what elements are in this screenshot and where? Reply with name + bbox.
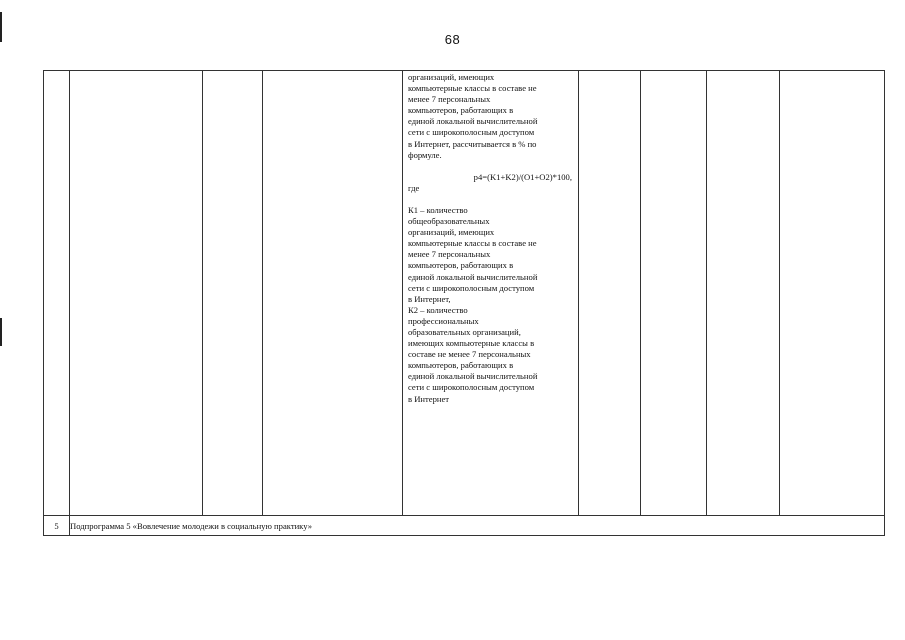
text-line: составе не менее 7 персональных xyxy=(408,349,531,360)
text-line: компьютеров, работающих в xyxy=(408,105,514,116)
subprogram-title: Подпрограмма 5 «Вовлечение молодежи в социальную практику» xyxy=(70,516,885,536)
text-line: единой локальной вычислительной xyxy=(408,116,538,127)
text-line: компьютерные классы в составе не xyxy=(408,83,537,94)
text-line: компьютеров, работающих в xyxy=(408,260,514,271)
text-line: общеобразовательных xyxy=(408,216,490,227)
subprogram-header-row xyxy=(44,516,885,536)
program-indicators-table xyxy=(43,70,885,536)
text-line: имеющих компьютерные классы в xyxy=(408,338,535,349)
cell-calculation-method xyxy=(403,71,579,516)
cell-indicator-name xyxy=(70,71,203,516)
text-line: единой локальной вычислительной xyxy=(408,371,538,382)
calculation-description xyxy=(403,71,578,405)
text-line: организаций, имеющих xyxy=(408,227,495,238)
text-line: профессиональных xyxy=(408,315,479,326)
k1-definition xyxy=(408,205,574,305)
intro-block xyxy=(408,72,574,161)
cell-unit xyxy=(203,71,263,516)
text-line: менее 7 персональных xyxy=(408,94,491,105)
cell-number xyxy=(44,71,70,516)
text-line: в Интернет, рассчитывается в % по xyxy=(408,138,537,149)
text-line: в Интернет, xyxy=(408,293,451,304)
text-line: формуле. xyxy=(408,149,442,160)
indicator-continuation-row xyxy=(44,71,885,516)
text-line: компьютеров, работающих в xyxy=(408,360,514,371)
text-line: К2 – количество xyxy=(408,304,468,315)
formula-where: где xyxy=(408,182,420,193)
text-line: сети с широкополосным доступом xyxy=(408,382,535,393)
cell-basis xyxy=(263,71,403,516)
text-line: сети с широкополосным доступом xyxy=(408,127,535,138)
text-line: компьютерные классы в составе не xyxy=(408,238,537,249)
cell-value-1 xyxy=(579,71,641,516)
text-line: К1 – количество xyxy=(408,204,468,215)
text-line: образовательных организаций, xyxy=(408,326,521,337)
text-line: организаций, имеющих xyxy=(408,72,495,82)
text-line: единой локальной вычислительной xyxy=(408,271,538,282)
scan-edge-mark-middle xyxy=(0,318,2,346)
cell-value-2 xyxy=(641,71,707,516)
text-line: в Интернет xyxy=(408,393,450,404)
cell-value-4 xyxy=(780,71,885,516)
formula: p4=(K1+K2)/(O1+O2)*100, xyxy=(473,171,572,182)
k2-definition xyxy=(408,305,574,405)
section-number: 5 xyxy=(44,516,70,536)
page-number: 68 xyxy=(444,32,461,47)
text-line: менее 7 персональных xyxy=(408,249,491,260)
cell-value-3 xyxy=(707,71,780,516)
spacer xyxy=(408,194,574,205)
text-line: сети с широкополосным доступом xyxy=(408,282,535,293)
